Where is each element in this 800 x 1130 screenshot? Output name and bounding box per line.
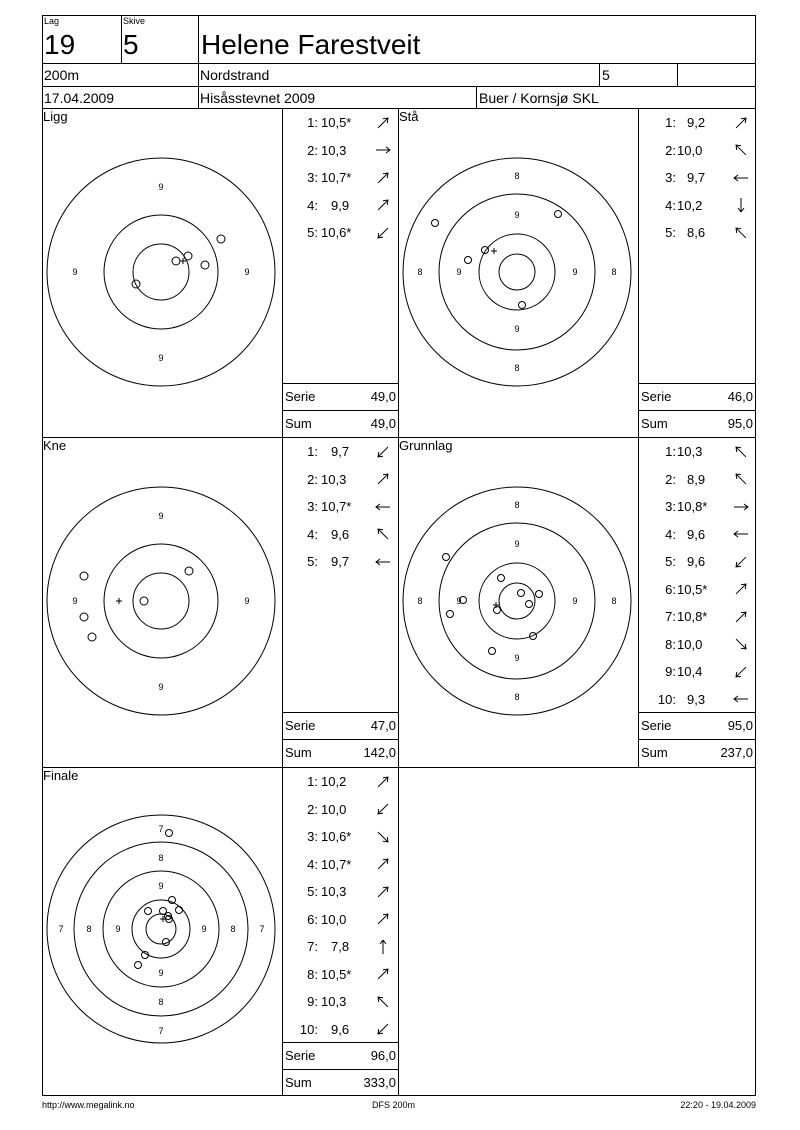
- direction-arrow-icon: [374, 966, 392, 982]
- ring-label: 8: [417, 267, 423, 277]
- shot-number: 2:: [665, 142, 676, 158]
- direction-arrow-icon: [374, 911, 392, 927]
- shot-number: 7:: [307, 939, 318, 954]
- shot-value: 10,0: [677, 142, 703, 158]
- shot-holes: [132, 235, 225, 288]
- serie-row-kne: [282, 712, 399, 739]
- direction-arrow-icon: [732, 526, 750, 542]
- shot-number: 9:: [665, 664, 676, 679]
- ring-label: 8: [158, 997, 164, 1007]
- shot-number: 2:: [665, 471, 676, 487]
- shot-value: 10,8*: [677, 499, 708, 514]
- shot-row: [283, 525, 398, 543]
- direction-arrow-icon: [732, 197, 750, 213]
- ring-label: 9: [244, 596, 250, 606]
- shot-row: [283, 965, 398, 983]
- shot-number: 5:: [665, 225, 676, 240]
- ring-label: 9: [514, 653, 520, 663]
- shot-value: 10,0: [321, 911, 347, 927]
- sum-row-finale: [282, 1069, 399, 1096]
- sum-value: 333,0: [363, 1075, 396, 1090]
- ring-label: 9: [158, 353, 164, 363]
- serie-value: 49,0: [370, 389, 396, 404]
- shot-row: [639, 196, 756, 214]
- footer-url[interactable]: http://www.megalink.no: [42, 1100, 135, 1110]
- shot-row: [283, 223, 398, 241]
- shot-number: 4:: [307, 856, 318, 872]
- shot-number: 2:: [307, 471, 318, 487]
- serie-label: Serie: [285, 718, 316, 733]
- direction-arrow-icon: [732, 169, 750, 185]
- serie-row-finale: [282, 1042, 399, 1069]
- shot-row: [639, 442, 756, 460]
- shot-number: 1:: [307, 444, 318, 459]
- ring-label: 9: [456, 596, 462, 606]
- shot-value: 10,6*: [321, 225, 352, 240]
- serie-value: 46,0: [727, 389, 753, 404]
- shot-value: 7,8: [331, 939, 350, 954]
- shot-number: 4:: [307, 526, 318, 542]
- ring-label: 9: [514, 210, 520, 220]
- sum-label: Sum: [285, 416, 312, 431]
- shot-row: [639, 113, 756, 131]
- shot-row: [283, 937, 398, 955]
- section-title-finale: Finale: [43, 768, 79, 783]
- direction-arrow-icon: [374, 773, 392, 789]
- direction-arrow-icon: [732, 636, 750, 652]
- sum-label: Sum: [641, 416, 668, 431]
- shot-row: [639, 552, 756, 570]
- shot-value: 10,5*: [321, 115, 352, 130]
- section-title-grunnlag: Grunnlag: [399, 438, 453, 453]
- section-title-sta: Stå: [399, 109, 419, 124]
- ring-label: 9: [201, 924, 207, 934]
- ring-label: 9: [158, 881, 164, 891]
- direction-arrow-icon: [374, 938, 392, 954]
- shot-value: 8,6: [687, 225, 706, 240]
- event-name: Hisåsstevnet 2009: [200, 90, 316, 106]
- shot-value: 10,8*: [677, 609, 708, 624]
- direction-arrow-icon: [732, 663, 750, 679]
- ring-label: 8: [514, 171, 520, 181]
- shot-list-grunnlag: [639, 437, 756, 712]
- shot-row: [283, 113, 398, 131]
- header-divider-5: [476, 86, 477, 108]
- ring-label: 8: [230, 924, 236, 934]
- shot-number: 8:: [665, 636, 676, 652]
- serie-label: Serie: [641, 389, 672, 404]
- club: Nordstrand: [200, 67, 270, 83]
- ring-label: 9: [158, 968, 164, 978]
- shot-row: [283, 992, 398, 1010]
- skive-label: Skive: [123, 16, 146, 26]
- date: 17.04.2009: [44, 90, 115, 106]
- header-divider-1: [121, 15, 122, 63]
- ring-label: 9: [72, 267, 78, 277]
- section-title-kne: Kne: [43, 438, 67, 453]
- serie-label: Serie: [285, 389, 316, 404]
- shot-row: [283, 552, 398, 570]
- direction-arrow-icon: [732, 142, 750, 158]
- ring-label: 9: [572, 596, 578, 606]
- shot-number: 4:: [665, 197, 676, 213]
- shot-row: [639, 470, 756, 488]
- serie-value: 47,0: [370, 718, 396, 733]
- shot-holes: [135, 830, 183, 969]
- ring-label: 8: [514, 363, 520, 373]
- shot-row: [639, 141, 756, 159]
- shot-row: [639, 580, 756, 598]
- shot-row: [639, 690, 756, 708]
- shooter-name: Helene Farestveit: [201, 29, 421, 60]
- shot-number: 6:: [665, 581, 676, 597]
- sum-label: Sum: [285, 1075, 312, 1090]
- direction-arrow-icon: [374, 553, 392, 569]
- shot-number: 1:: [307, 774, 318, 789]
- shot-value: 10,2: [677, 197, 703, 213]
- ring-label: 9: [115, 924, 121, 934]
- shot-number: 4:: [665, 526, 676, 542]
- ring-label: 8: [417, 596, 423, 606]
- shot-list-kne: [283, 437, 398, 712]
- shot-value: 9,3: [687, 691, 706, 707]
- shot-row: [283, 1020, 398, 1038]
- section-title-ligg: Ligg: [43, 109, 68, 124]
- serie-value: 95,0: [727, 718, 753, 733]
- shot-value: 10,3: [321, 471, 347, 487]
- ring-label: 7: [158, 824, 164, 834]
- direction-arrow-icon: [374, 443, 392, 459]
- footer-timestamp: 22:20 - 19.04.2009: [680, 1100, 756, 1110]
- direction-arrow-icon: [374, 1021, 392, 1037]
- shot-row: [283, 800, 398, 818]
- shot-holes: [80, 567, 193, 641]
- shot-number: 3:: [665, 499, 676, 514]
- direction-arrow-icon: [374, 197, 392, 213]
- shot-value: 10,2: [321, 774, 347, 789]
- sum-row-sta: [638, 410, 756, 437]
- shot-number: 4:: [307, 197, 318, 213]
- ring-label: 9: [158, 511, 164, 521]
- shot-value: 9,9: [331, 197, 350, 213]
- shot-value: 10,7*: [321, 170, 352, 185]
- shot-row: [283, 882, 398, 900]
- shot-row: [639, 168, 756, 186]
- shot-value: 10,5*: [321, 966, 352, 982]
- shot-number: 6:: [307, 911, 318, 927]
- header-divider-4: [677, 63, 678, 86]
- shot-number: 5:: [307, 554, 318, 569]
- shot-row: [283, 168, 398, 186]
- shot-number: 3:: [665, 170, 676, 185]
- shot-value: 9,2: [687, 115, 706, 130]
- direction-arrow-icon: [374, 883, 392, 899]
- shot-number: 3:: [307, 499, 318, 514]
- direction-arrow-icon: [374, 828, 392, 844]
- ring-label: 8: [158, 853, 164, 863]
- shot-value: 9,6: [687, 554, 706, 569]
- sum-label: Sum: [641, 745, 668, 760]
- shot-row: [283, 497, 398, 515]
- shot-number: 1:: [665, 444, 676, 459]
- direction-arrow-icon: [374, 993, 392, 1009]
- direction-arrow-icon: [374, 169, 392, 185]
- shot-value: 10,6*: [321, 829, 352, 844]
- shot-row: [639, 497, 756, 515]
- header-hline-1: [42, 63, 756, 64]
- sum-row-grunnlag: [638, 739, 756, 767]
- ring-label: 9: [158, 182, 164, 192]
- direction-arrow-icon: [374, 142, 392, 158]
- serie-label: Serie: [641, 718, 672, 733]
- direction-arrow-icon: [374, 498, 392, 514]
- shot-number: 7:: [665, 609, 676, 624]
- shot-value: 9,6: [331, 1021, 350, 1037]
- sum-value: 95,0: [727, 416, 753, 431]
- shot-row: [639, 525, 756, 543]
- ring-label: 7: [158, 1026, 164, 1036]
- header-divider-3: [599, 63, 600, 86]
- ring-label: 8: [86, 924, 92, 934]
- serie-value: 96,0: [370, 1048, 396, 1063]
- shot-value: 10,7*: [321, 856, 352, 872]
- shot-value: 10,0: [321, 801, 347, 817]
- shot-value: 9,6: [687, 526, 706, 542]
- ring-label: 8: [611, 596, 617, 606]
- ring-label: 9: [572, 267, 578, 277]
- target-grunnlag: [398, 437, 638, 767]
- target-kne: [42, 437, 282, 767]
- direction-arrow-icon: [732, 581, 750, 597]
- serie-row-sta: [638, 383, 756, 410]
- venue: Buer / Kornsjø SKL: [479, 90, 599, 106]
- shot-value: 9,7: [331, 554, 350, 569]
- shot-number: 2:: [307, 142, 318, 158]
- shot-row: [639, 635, 756, 653]
- direction-arrow-icon: [732, 224, 750, 240]
- sum-value: 142,0: [363, 745, 396, 760]
- shot-number: 2:: [307, 801, 318, 817]
- ring-label: 9: [456, 267, 462, 277]
- direction-arrow-icon: [374, 856, 392, 872]
- ring-label: 9: [158, 682, 164, 692]
- ring-label: 9: [514, 539, 520, 549]
- direction-arrow-icon: [732, 691, 750, 707]
- lag-label: Lag: [44, 16, 60, 26]
- sum-value: 49,0: [370, 416, 396, 431]
- direction-arrow-icon: [732, 498, 750, 514]
- direction-arrow-icon: [732, 471, 750, 487]
- shot-value: 9,7: [331, 444, 350, 459]
- direction-arrow-icon: [732, 553, 750, 569]
- shot-number: 10:: [299, 1021, 318, 1037]
- direction-arrow-icon: [374, 114, 392, 130]
- serie-row-grunnlag: [638, 712, 756, 739]
- direction-arrow-icon: [732, 114, 750, 130]
- ring-label: 9: [72, 596, 78, 606]
- ring-label: 7: [58, 924, 64, 934]
- sum-row-ligg: [282, 410, 399, 437]
- footer-center: DFS 200m: [372, 1100, 416, 1110]
- ring-label: 7: [259, 924, 265, 934]
- serie-row-ligg: [282, 383, 399, 410]
- sum-value: 237,0: [720, 745, 753, 760]
- shot-value: 9,6: [331, 526, 350, 542]
- direction-arrow-icon: [732, 608, 750, 624]
- shot-value: 10,5*: [677, 581, 708, 597]
- shot-number: 1:: [665, 115, 676, 130]
- shot-row: [283, 855, 398, 873]
- shot-number: 8:: [307, 966, 318, 982]
- shot-number: 5:: [307, 225, 318, 240]
- klasse: 5: [602, 67, 610, 83]
- target-sta: [398, 108, 638, 437]
- shot-list-finale: [283, 767, 398, 1042]
- direction-arrow-icon: [374, 471, 392, 487]
- shot-list-sta: [639, 108, 756, 383]
- sum-row-kne: [282, 739, 399, 767]
- direction-arrow-icon: [374, 526, 392, 542]
- shot-row: [283, 827, 398, 845]
- skive-value: 5: [123, 29, 139, 60]
- shot-row: [283, 772, 398, 790]
- shot-row: [639, 662, 756, 680]
- shot-holes: [432, 211, 562, 309]
- shot-value: 10,3: [677, 444, 703, 459]
- shot-value: 10,0: [677, 636, 703, 652]
- shot-number: 10:: [657, 691, 676, 707]
- shot-value: 10,3: [321, 994, 347, 1009]
- shot-row: [639, 607, 756, 625]
- shot-value: 10,4: [677, 664, 703, 679]
- shot-row: [639, 223, 756, 241]
- shot-number: 1:: [307, 115, 318, 130]
- shot-row: [283, 910, 398, 928]
- ring-label: 8: [514, 692, 520, 702]
- shot-row: [283, 442, 398, 460]
- shot-number: 5:: [307, 884, 318, 899]
- shot-list-ligg: [283, 108, 398, 383]
- direction-arrow-icon: [374, 801, 392, 817]
- shot-value: 10,7*: [321, 499, 352, 514]
- ring-label: 9: [514, 324, 520, 334]
- lag-value: 19: [44, 29, 76, 60]
- ring-label: 9: [244, 267, 250, 277]
- shot-number: 9:: [307, 994, 318, 1009]
- shot-row: [283, 196, 398, 214]
- shot-number: 3:: [307, 829, 318, 844]
- direction-arrow-icon: [374, 224, 392, 240]
- target-finale: [42, 767, 282, 1096]
- header-hline-2: [42, 86, 756, 87]
- serie-label: Serie: [285, 1048, 316, 1063]
- ring-label: 8: [611, 267, 617, 277]
- distance: 200m: [44, 67, 80, 83]
- shot-number: 5:: [665, 554, 676, 569]
- shot-row: [283, 141, 398, 159]
- direction-arrow-icon: [732, 443, 750, 459]
- shot-number: 3:: [307, 170, 318, 185]
- target-ligg: [42, 108, 282, 437]
- shot-value: 10,3: [321, 142, 347, 158]
- shot-row: [283, 470, 398, 488]
- shot-value: 10,3: [321, 884, 347, 899]
- header-divider-2: [198, 15, 199, 108]
- shot-value: 9,7: [687, 170, 706, 185]
- sum-label: Sum: [285, 745, 312, 760]
- ring-label: 8: [514, 500, 520, 510]
- shot-value: 8,9: [687, 471, 706, 487]
